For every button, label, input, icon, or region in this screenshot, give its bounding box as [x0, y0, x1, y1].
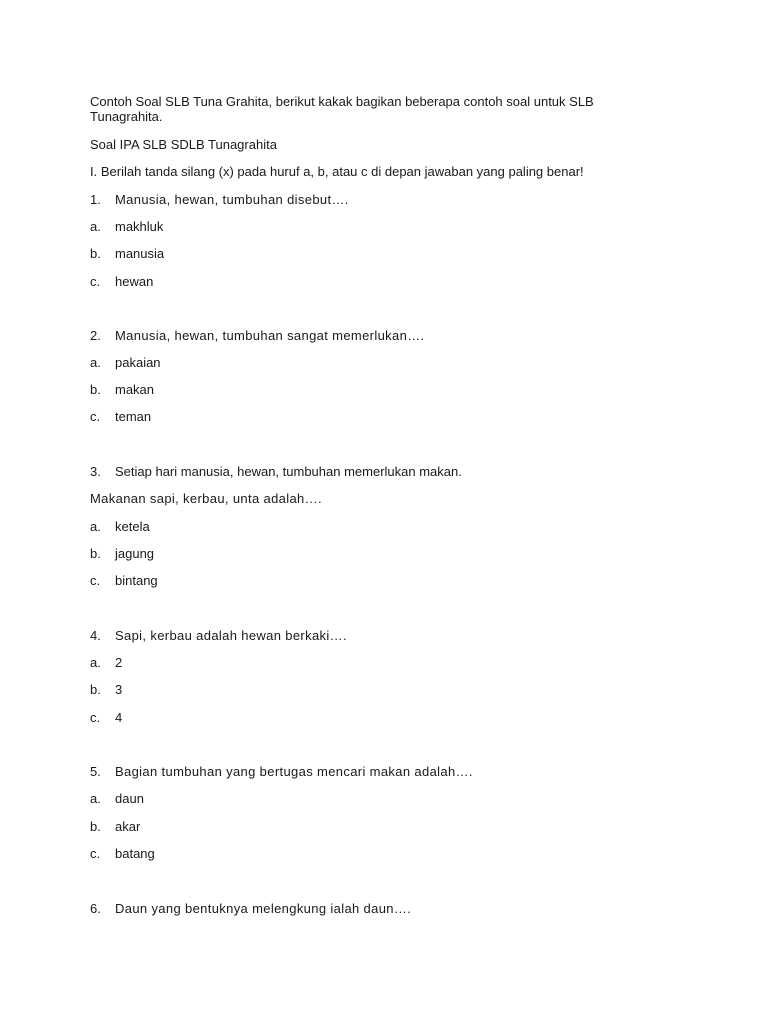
option-text: batang: [115, 846, 155, 861]
question-1-option-b: [90, 246, 164, 261]
question-text: Bagian tumbuhan yang bertugas mencari makan adalah….: [115, 764, 473, 779]
question-text: Sapi, kerbau adalah hewan berkaki….: [115, 628, 347, 643]
question-4-option-c: [90, 710, 122, 725]
instruction-line: [90, 164, 584, 179]
question-3-option-b: [90, 546, 154, 561]
question-2-option-c: [90, 409, 151, 424]
question-number: 4.: [90, 628, 101, 643]
intro-paragraph: Contoh Soal SLB Tuna Grahita, berikut kakak bagikan beberapa contoh soal untuk SLB Tunagrahita.: [90, 94, 594, 124]
option-text: daun: [115, 791, 144, 806]
option-letter: b.: [90, 246, 101, 261]
option-text: makan: [115, 382, 155, 397]
option-letter: a.: [90, 355, 101, 370]
question-6: [90, 901, 411, 916]
question-number: 1.: [90, 192, 101, 207]
option-letter: c.: [90, 274, 101, 289]
option-text: bintang: [115, 573, 158, 588]
option-text: pakaian: [115, 355, 161, 370]
question-3-extra: Makanan sapi, kerbau, unta adalah….: [90, 491, 322, 506]
option-text: hewan: [115, 274, 154, 289]
instruction-text: Berilah tanda silang (x) pada huruf a, b, atau c di depan jawaban yang paling benar!: [100, 164, 584, 179]
question-2-option-b: [90, 382, 154, 397]
question-1: [90, 192, 349, 207]
question-3-option-c: [90, 573, 158, 588]
question-5-option-b: [90, 819, 140, 834]
question-number: 6.: [90, 901, 101, 916]
instruction-number: I.: [90, 164, 98, 179]
question-number: 5.: [90, 764, 101, 779]
question-3: [90, 464, 462, 479]
document-subtitle: Soal IPA SLB SDLB Tunagrahita: [90, 137, 277, 152]
option-letter: c.: [90, 846, 101, 861]
question-2-option-a: [90, 355, 161, 370]
option-letter: a.: [90, 655, 101, 670]
question-text: Setiap hari manusia, hewan, tumbuhan memerlukan makan.: [115, 464, 462, 479]
question-4-option-a: [90, 655, 122, 670]
question-1-option-a: [90, 219, 163, 234]
question-text: Daun yang bentuknya melengkung ialah daun….: [115, 901, 412, 916]
option-letter: b.: [90, 382, 101, 397]
option-letter: b.: [90, 682, 101, 697]
question-5: [90, 764, 473, 779]
question-2: [90, 328, 425, 343]
option-text: manusia: [115, 246, 165, 261]
question-number: 3.: [90, 464, 101, 479]
option-text: ketela: [115, 519, 150, 534]
question-number: 2.: [90, 328, 101, 343]
question-5-option-c: [90, 846, 155, 861]
question-text: Manusia, hewan, tumbuhan disebut….: [115, 192, 349, 207]
option-text: akar: [115, 819, 141, 834]
option-text: makhluk: [115, 219, 164, 234]
option-text: 4: [115, 710, 123, 725]
option-letter: c.: [90, 573, 101, 588]
option-letter: b.: [90, 546, 101, 561]
option-text: teman: [115, 409, 152, 424]
option-letter: c.: [90, 710, 101, 725]
option-text: 3: [115, 682, 123, 697]
option-letter: a.: [90, 519, 101, 534]
question-4: [90, 628, 347, 643]
option-text: jagung: [115, 546, 155, 561]
question-text: Manusia, hewan, tumbuhan sangat memerlukan….: [115, 328, 425, 343]
option-letter: a.: [90, 219, 101, 234]
question-1-option-c: [90, 274, 153, 289]
question-4-option-b: [90, 682, 122, 697]
option-letter: a.: [90, 791, 101, 806]
question-3-option-a: [90, 519, 150, 534]
option-letter: c.: [90, 409, 101, 424]
option-letter: b.: [90, 819, 101, 834]
option-text: 2: [115, 655, 123, 670]
question-5-option-a: [90, 791, 144, 806]
